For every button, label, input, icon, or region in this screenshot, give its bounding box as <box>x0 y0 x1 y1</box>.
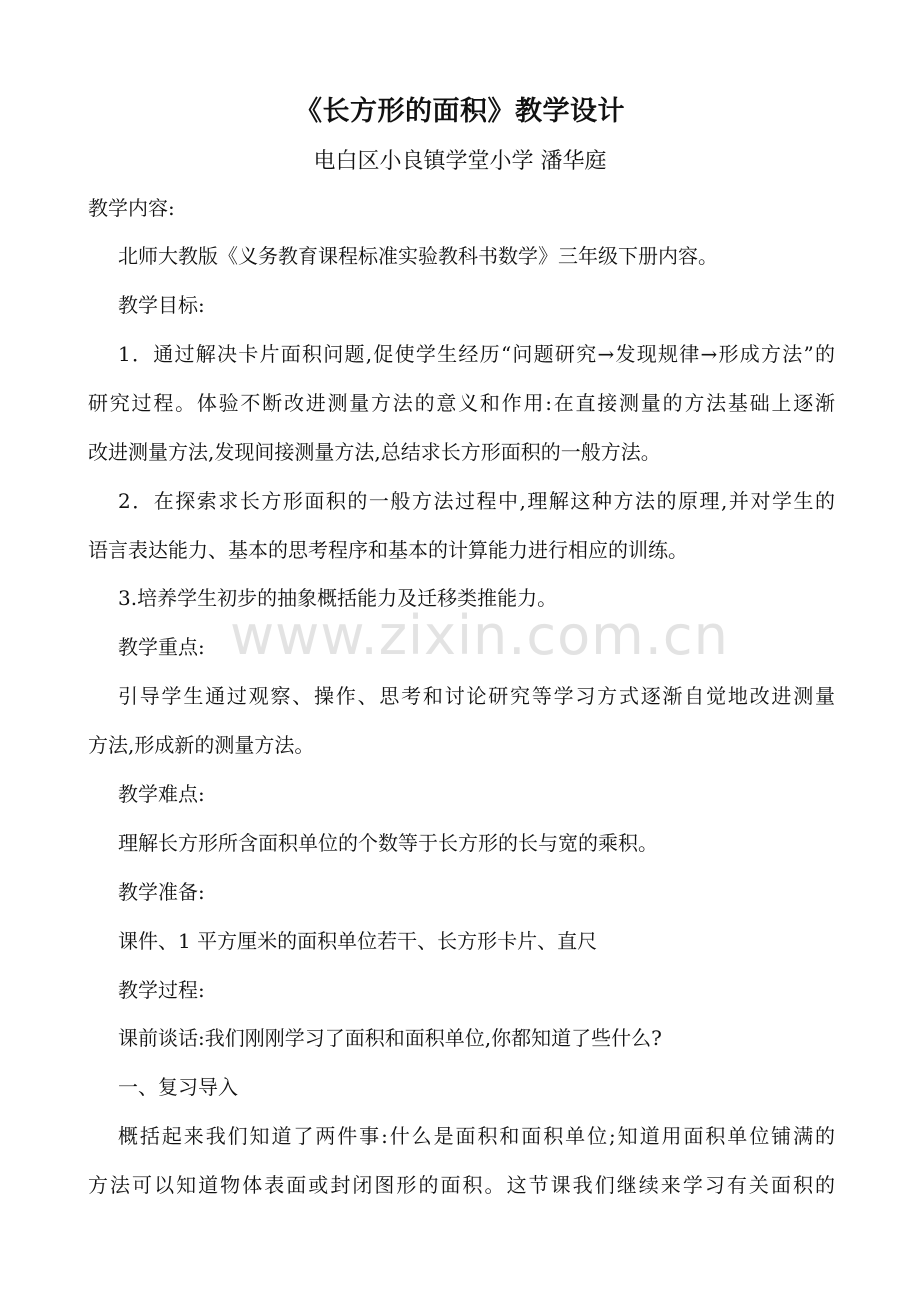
paragraph-line: 3.培养学生初步的抽象概括能力及迁移类推能力。 <box>118 586 558 610</box>
paragraph-line: 理解长方形所含面积单位的个数等于长方形的长与宽的乘积。 <box>118 831 658 855</box>
section-heading-content: 教学内容: <box>88 196 175 220</box>
paragraph-line: 研究过程。体验不断改进测量方法的意义和作用:在直接测量的方法基础上逐渐 <box>88 391 835 415</box>
paragraph-line: 引导学生通过观察、操作、思考和讨论研究等学习方式逐渐自觉地改进测量 <box>118 684 835 708</box>
paragraph-line: 概括起来我们知道了两件事:什么是面积和面积单位;知道用面积单位铺满的 <box>118 1124 835 1148</box>
section-heading-objectives: 教学目标: <box>118 293 205 317</box>
document-title: 《长方形的面积》教学设计 <box>295 96 625 127</box>
section-heading-preparation: 教学准备: <box>118 880 205 904</box>
paragraph-line: 1．通过解决卡片面积问题,促使学生经历“问题研究→发现规律→形成方法”的 <box>118 342 835 366</box>
paragraph-line: 语言表达能力、基本的思考程序和基本的计算能力进行相应的训练。 <box>88 538 688 562</box>
document-author: 电白区小良镇学堂小学 潘华庭 <box>313 149 607 174</box>
paragraph-line: 方法可以知道物体表面或封闭图形的面积。这节课我们继续来学习有关面积的 <box>88 1173 835 1197</box>
paragraph-line: 北师大教版《义务教育课程标准实验教科书数学》三年级下册内容。 <box>118 244 718 268</box>
paragraph-line: 课前谈话:我们刚刚学习了面积和面积单位,你都知道了些什么? <box>118 1026 662 1050</box>
section-heading-process: 教学过程: <box>118 978 205 1002</box>
paragraph-line: 方法,形成新的测量方法。 <box>88 733 315 757</box>
section-heading-difficulties: 教学难点: <box>118 782 205 806</box>
section-heading-key-points: 教学重点: <box>118 635 205 659</box>
paragraph-line: 课件、1 平方厘米的面积单位若干、长方形卡片、直尺 <box>118 929 598 953</box>
section-heading-review: 一、复习导入 <box>118 1075 238 1099</box>
paragraph-line: 改进测量方法,发现间接测量方法,总结求长方形面积的一般方法。 <box>88 440 661 464</box>
paragraph-line: 2．在探索求长方形面积的一般方法过程中,理解这种方法的原理,并对学生的 <box>118 489 835 513</box>
watermark: www.zixin.com.cn <box>230 604 729 667</box>
